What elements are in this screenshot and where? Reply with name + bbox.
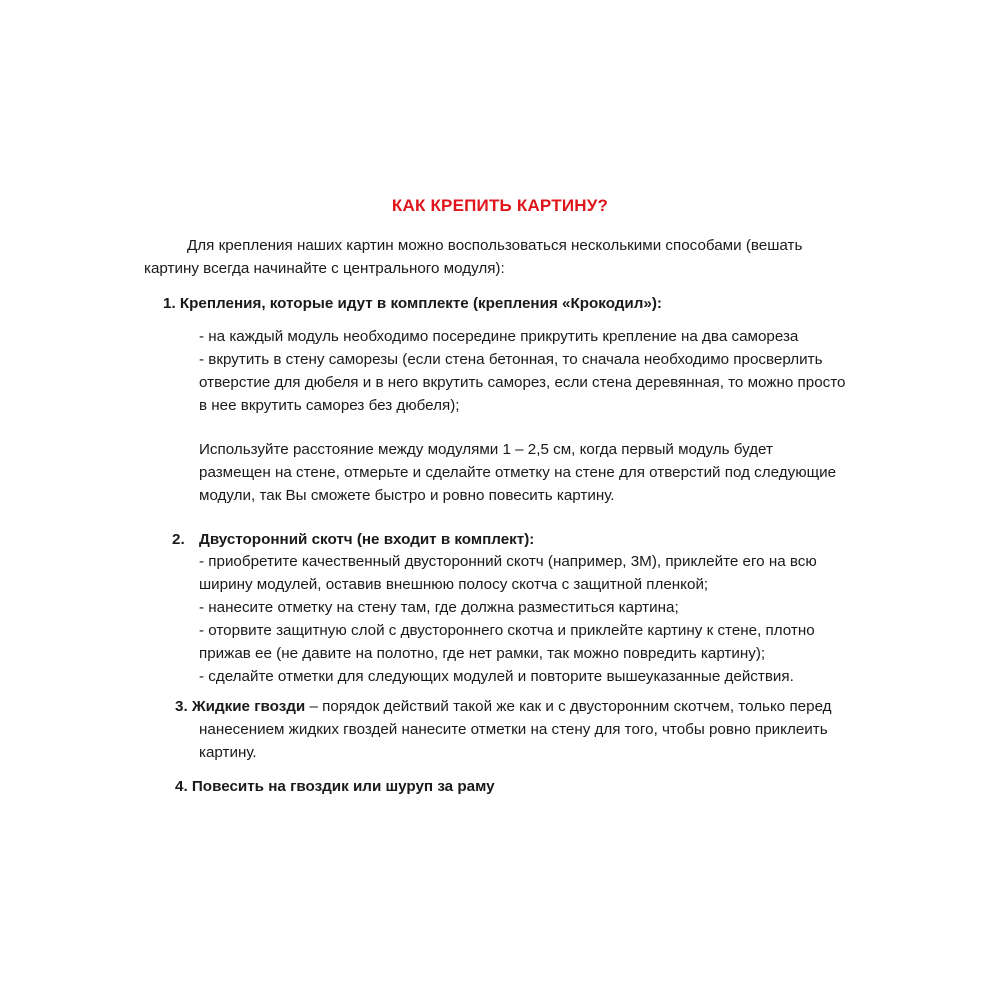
section-2-line: - нанесите отметку на стену там, где должна разместиться картина;	[199, 599, 679, 616]
section-3-line-1	[175, 697, 832, 717]
section-3-text: – порядок действий такой же как и с двусторонним скотчем, только перед	[305, 698, 832, 715]
section-2-line: - сделайте отметки для следующих модулей и повторите вышеуказанные действия.	[199, 668, 794, 685]
section-1-note-line: модули, так Вы сможете быстро и ровно повесить картину.	[199, 487, 615, 504]
document-title: КАК КРЕПИТЬ КАРТИНУ?	[391, 196, 609, 215]
section-1-line: в нее вкрутить саморез без дюбеля);	[199, 397, 460, 414]
section-2-line: - оторвите защитную слой с двустороннего скотча и приклейте картину к стене, плотно	[199, 622, 815, 639]
section-2-line: ширину модулей, оставив внешнюю полосу скотча с защитной пленкой;	[199, 576, 709, 593]
intro-line-2: картину всегда начинайте с центрального модуля):	[144, 260, 505, 277]
section-3-line-3: картину.	[199, 744, 257, 761]
section-2-number: 2.	[172, 531, 185, 548]
section-1-note-line: Используйте расстояние между модулями 1 – 2,5 см, когда первый модуль будет	[199, 441, 773, 458]
section-1-line: отверстие для дюбеля и в него вкрутить саморез, если стена деревянная, то можно просто	[199, 374, 846, 391]
section-3-line-2: нанесением жидких гвоздей нанесите отметки на стену для того, чтобы ровно приклеить	[199, 721, 828, 738]
section-1-line: - на каждый модуль необходимо посередине прикрутить крепление на два самореза	[199, 328, 799, 345]
section-1-line: - вкрутить в стену саморезы (если стена бетонная, то сначала необходимо просверлить	[199, 351, 823, 368]
section-1-heading: 1. Крепления, которые идут в комплекте (крепления «Крокодил»):	[163, 295, 662, 312]
section-1-note-line: размещен на стене, отмерьте и сделайте отметку на стене для отверстий под следующие	[199, 464, 837, 481]
section-4-heading: 4. Повесить на гвоздик или шуруп за раму	[175, 778, 495, 795]
intro-line-1: Для крепления наших картин можно воспользоваться несколькими способами (вешать	[187, 237, 803, 254]
section-2-heading: Двусторонний скотч (не входит в комплект):	[199, 531, 535, 548]
section-3-heading: 3. Жидкие гвозди	[175, 698, 306, 715]
section-2-line: прижав ее (не давите на полотно, где нет рамки, так можно повредить картину);	[199, 645, 766, 662]
section-2-line: - приобретите качественный двусторонний скотч (например, 3М), приклейте его на всю	[199, 553, 817, 570]
